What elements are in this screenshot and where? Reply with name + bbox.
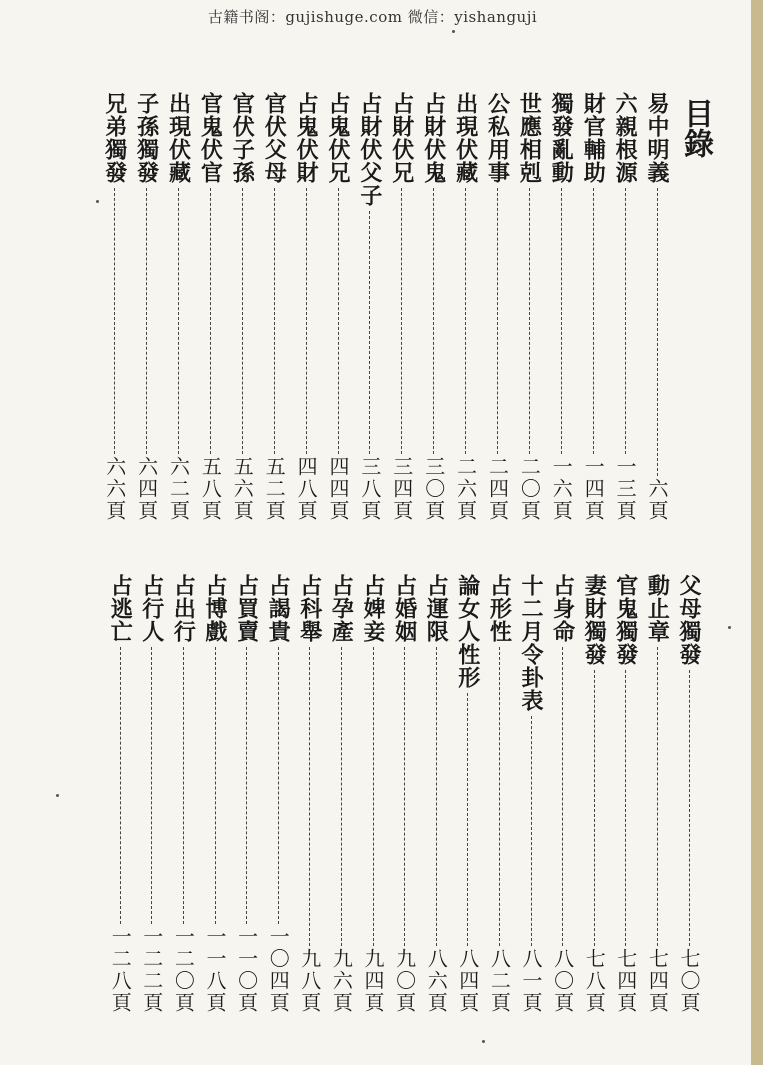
toc-entry-label: 占婢妾 [360, 574, 386, 643]
toc-entry-label: 占身命 [549, 574, 576, 643]
toc-entry [263, 574, 293, 1014]
toc-entry [168, 574, 198, 1014]
toc-entry-page: 六六頁 [102, 456, 127, 522]
toc-entry-label: 子孫獨發 [133, 92, 160, 184]
toc-entry-page: 八〇頁 [550, 948, 575, 1014]
toc-entry-page: 八一頁 [519, 948, 543, 1014]
dotted-leader [497, 188, 498, 454]
toc-entry-page: 六二頁 [166, 456, 191, 522]
toc-entry-label: 占運限 [423, 574, 450, 643]
toc-entry-label: 出現伏藏 [165, 92, 192, 184]
toc-entry-page: 一一八頁 [203, 926, 227, 1014]
toc-entry [611, 574, 641, 1014]
dotted-leader [657, 188, 658, 476]
dotted-leader [593, 188, 594, 454]
toc-entry-label: 易中明義 [644, 92, 670, 184]
scan-speck [56, 794, 59, 797]
toc-entry-label: 官伏子孫 [229, 92, 256, 184]
toc-entry-page: 一一〇頁 [234, 926, 259, 1014]
toc-entry [514, 92, 544, 522]
toc-entry [642, 92, 672, 522]
toc-entry-label: 財官輔助 [580, 92, 607, 184]
toc-entry [232, 574, 262, 1014]
toc-entry-page: 六四頁 [134, 456, 159, 522]
toc-entry [453, 574, 483, 1014]
dotted-leader [625, 188, 626, 454]
scan-speck [728, 626, 731, 629]
toc-entry [358, 574, 388, 1014]
toc-entry [227, 92, 257, 522]
dotted-leader [467, 693, 468, 946]
dotted-leader [625, 670, 626, 946]
toc-entry [484, 574, 514, 1014]
toc-entry-label: 占鬼伏財 [293, 92, 320, 184]
toc-entry-page: 七〇頁 [677, 948, 701, 1014]
toc-entry-label: 占逃亡 [107, 574, 134, 643]
toc-entry [259, 92, 289, 522]
toc-entry [546, 92, 576, 522]
toc-entry [516, 574, 546, 1014]
toc-entry [390, 574, 420, 1014]
toc-entry-label: 占博戲 [202, 574, 228, 643]
dotted-leader [401, 188, 402, 454]
toc-entry-label: 占鬼伏兄 [325, 92, 351, 184]
toc-entry-page: 四四頁 [326, 456, 350, 522]
scan-speck [96, 200, 99, 203]
toc-entry-label: 論女人性形 [454, 574, 481, 689]
dotted-leader [531, 716, 532, 946]
toc-entry-label: 世應相剋 [516, 92, 543, 184]
dotted-leader [689, 670, 690, 946]
toc-entry [610, 92, 640, 522]
toc-entry-label: 占財伏鬼 [420, 92, 447, 184]
dotted-leader [183, 647, 184, 924]
toc-entry-label: 占婚姻 [391, 574, 418, 643]
toc-entry [387, 92, 417, 522]
toc-entry-label: 出現伏藏 [452, 92, 479, 184]
toc-entry-label: 六親根源 [612, 92, 639, 184]
dotted-leader [436, 647, 437, 946]
toc-entry-page: 七四頁 [613, 948, 638, 1014]
dotted-leader [404, 647, 405, 946]
dotted-leader [309, 647, 310, 946]
toc-entry-page: 一三頁 [613, 456, 638, 522]
toc-entry-page: 三四頁 [389, 456, 414, 522]
toc-entry-label: 官伏父母 [261, 92, 288, 184]
dotted-leader [561, 188, 562, 454]
toc-entry-page: 六頁 [645, 478, 669, 522]
dotted-leader [120, 647, 121, 924]
toc-entry-page: 一四頁 [581, 456, 606, 522]
toc-entry-label: 官鬼獨發 [612, 574, 639, 666]
toc-entry-page: 三八頁 [357, 456, 382, 522]
dotted-leader [465, 188, 466, 454]
toc-entry-page: 九八頁 [297, 948, 322, 1014]
toc-entry-label: 獨發亂動 [548, 92, 575, 184]
toc-entry-page: 四八頁 [294, 456, 319, 522]
toc-entry-page: 二六頁 [453, 456, 478, 522]
toc-entry-page: 八二頁 [487, 948, 512, 1014]
toc-entry-label: 兄弟獨發 [101, 92, 128, 184]
toc-entry-page: 五八頁 [198, 456, 223, 522]
dotted-leader [657, 647, 658, 946]
toc-entry-label: 占財伏父子 [356, 92, 383, 207]
toc-entry-page: 九六頁 [329, 948, 354, 1014]
toc-entry-label: 十二月令卦表 [518, 574, 544, 712]
dotted-leader [306, 188, 307, 454]
toc-entry-label: 占行人 [138, 574, 165, 643]
toc-entry [326, 574, 356, 1014]
dotted-leader [242, 188, 243, 454]
dotted-leader [338, 188, 339, 454]
toc-entry-page: 三〇頁 [421, 456, 446, 522]
toc-entry-page: 二四頁 [485, 456, 510, 522]
toc-entry-page: 九四頁 [361, 948, 385, 1014]
toc-entry [451, 92, 481, 522]
dotted-leader [594, 670, 595, 946]
dotted-leader [151, 647, 152, 924]
dotted-leader [114, 188, 115, 454]
toc-entry [105, 574, 135, 1014]
toc-entry [642, 574, 672, 1014]
toc-entry-label: 占形性 [486, 574, 513, 643]
toc-entry [548, 574, 578, 1014]
toc-entry [195, 92, 225, 522]
toc-entry-label: 占孕產 [328, 574, 355, 643]
toc-entry-label: 父母獨發 [676, 574, 702, 666]
toc-entry-page: 二〇頁 [517, 456, 542, 522]
dotted-leader [529, 188, 530, 454]
dotted-leader [246, 647, 247, 924]
watermark: 古籍书阁：gujishuge.com 微信：yishanguji [207, 8, 538, 26]
toc-entry [295, 574, 325, 1014]
toc-entry-page: 九〇頁 [392, 948, 417, 1014]
toc-entry [674, 574, 704, 1014]
toc-entry [132, 92, 162, 522]
toc-entry [137, 574, 167, 1014]
toc-entry-page: 一二八頁 [108, 926, 133, 1014]
toc-entry [100, 92, 130, 522]
toc-entry-label: 公私用事 [484, 92, 511, 184]
dotted-leader [215, 647, 216, 924]
toc-entry [578, 92, 608, 522]
toc-entry-label: 妻財獨發 [581, 574, 608, 666]
toc-entry-page: 一二〇頁 [171, 926, 196, 1014]
toc-entry-label: 動止章 [644, 574, 671, 643]
toc-entry-page: 五六頁 [230, 456, 255, 522]
scan-speck [482, 1040, 485, 1043]
toc-entry-label: 占買賣 [233, 574, 260, 643]
toc-entry-page: 一六頁 [549, 456, 574, 522]
dotted-leader [178, 188, 179, 454]
toc-entry-label: 占財伏兄 [388, 92, 415, 184]
dotted-leader [433, 188, 434, 454]
binding-strip [751, 0, 763, 1065]
dotted-leader [562, 647, 563, 946]
toc-entry-page: 七四頁 [645, 948, 670, 1014]
toc-entry-page: 一二二頁 [139, 926, 164, 1014]
dotted-leader [499, 647, 500, 946]
dotted-leader [373, 647, 374, 946]
toc-entry-label: 官鬼伏官 [197, 92, 224, 184]
toc-title: 目錄 [678, 98, 713, 158]
scan-speck [452, 30, 455, 33]
toc-entry [164, 92, 194, 522]
toc-entry [323, 92, 353, 522]
toc-entry-page: 七八頁 [582, 948, 607, 1014]
dotted-leader [341, 647, 342, 946]
toc-entry-page: 八六頁 [424, 948, 449, 1014]
toc-entry [421, 574, 451, 1014]
toc-entry-page: 一〇四頁 [266, 926, 291, 1014]
toc-entry-label: 占謁貴 [265, 574, 292, 643]
toc-entry-label: 占出行 [170, 574, 197, 643]
toc-entry [579, 574, 609, 1014]
dotted-leader [369, 211, 370, 454]
toc-entry-page: 八四頁 [455, 948, 480, 1014]
toc-entry-page: 五二頁 [262, 456, 287, 522]
toc-entry [291, 92, 321, 522]
dotted-leader [274, 188, 275, 454]
dotted-leader [146, 188, 147, 454]
dotted-leader [210, 188, 211, 454]
toc-entry [200, 574, 230, 1014]
toc-entry [483, 92, 513, 522]
toc-entry [355, 92, 385, 522]
toc-entry-label: 占科舉 [296, 574, 323, 643]
toc-entry [419, 92, 449, 522]
dotted-leader [278, 647, 279, 924]
